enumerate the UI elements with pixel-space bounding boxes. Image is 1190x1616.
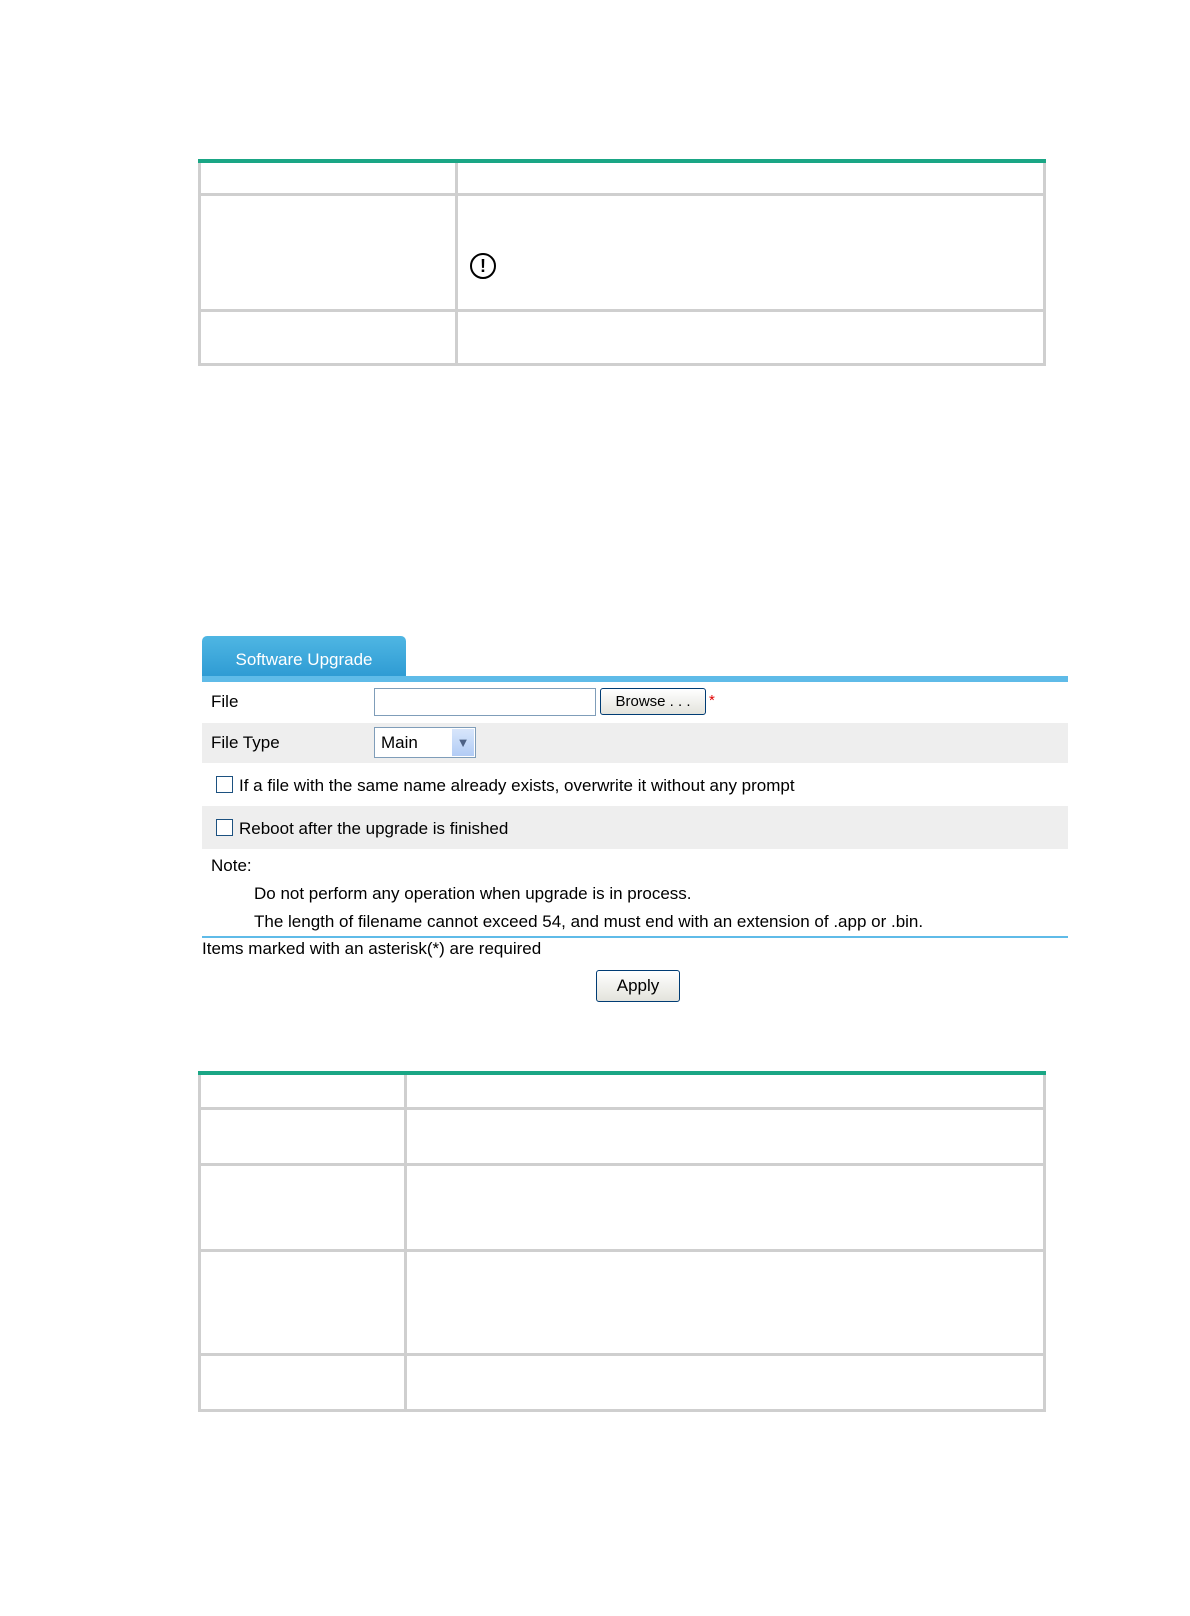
overwrite-row [202,763,1068,806]
file-type-row [202,723,1068,763]
dropdown-arrow-icon[interactable]: ▼ [451,729,474,756]
file-type-label: File Type [211,733,280,752]
reboot-row [202,806,1068,849]
table-cell [406,1108,1045,1164]
overwrite-label: If a file with the same name already exists, overwrite it without any prompt [239,776,795,795]
table-cell [406,1354,1045,1410]
table-cell [200,310,457,364]
table-cell [457,310,1045,364]
file-path-input[interactable] [374,688,596,716]
table-cell [406,1164,1045,1250]
apply-button[interactable]: Apply [596,970,680,1002]
table-cell [406,1250,1045,1354]
table-header-cell [200,1073,406,1108]
file-label: File [211,692,239,711]
table-cell [200,1250,406,1354]
tab-software-upgrade[interactable]: Software Upgrade [202,636,406,678]
table-cell [200,1108,406,1164]
required-hint: Items marked with an asterisk(*) are required [202,939,542,958]
note-line: Do not perform any operation when upgrade is in process. [254,884,692,903]
overwrite-checkbox[interactable] [216,776,233,793]
table-cell [200,1354,406,1410]
separator-line [202,936,1068,938]
reboot-label: Reboot after the upgrade is finished [239,819,509,838]
browse-button[interactable]: Browse . . . [600,688,706,715]
file-type-select[interactable] [374,727,476,758]
warning-icon: ! [470,253,496,279]
table-header-cell [457,161,1045,194]
note-line: The length of filename cannot exceed 54, and must end with an extension of .app or .bin. [254,912,924,931]
reboot-checkbox[interactable] [216,819,233,836]
table-cell [200,194,457,310]
table-cell [457,194,1045,310]
file-row [202,682,1068,723]
table-cell [200,1164,406,1250]
note-title: Note: [211,856,252,875]
file-type-value: Main [381,733,418,752]
upper-table [198,159,1046,366]
table-header-cell [406,1073,1045,1108]
lower-table [198,1071,1046,1412]
table-header-cell [200,161,457,194]
required-asterisk: * [709,692,715,709]
